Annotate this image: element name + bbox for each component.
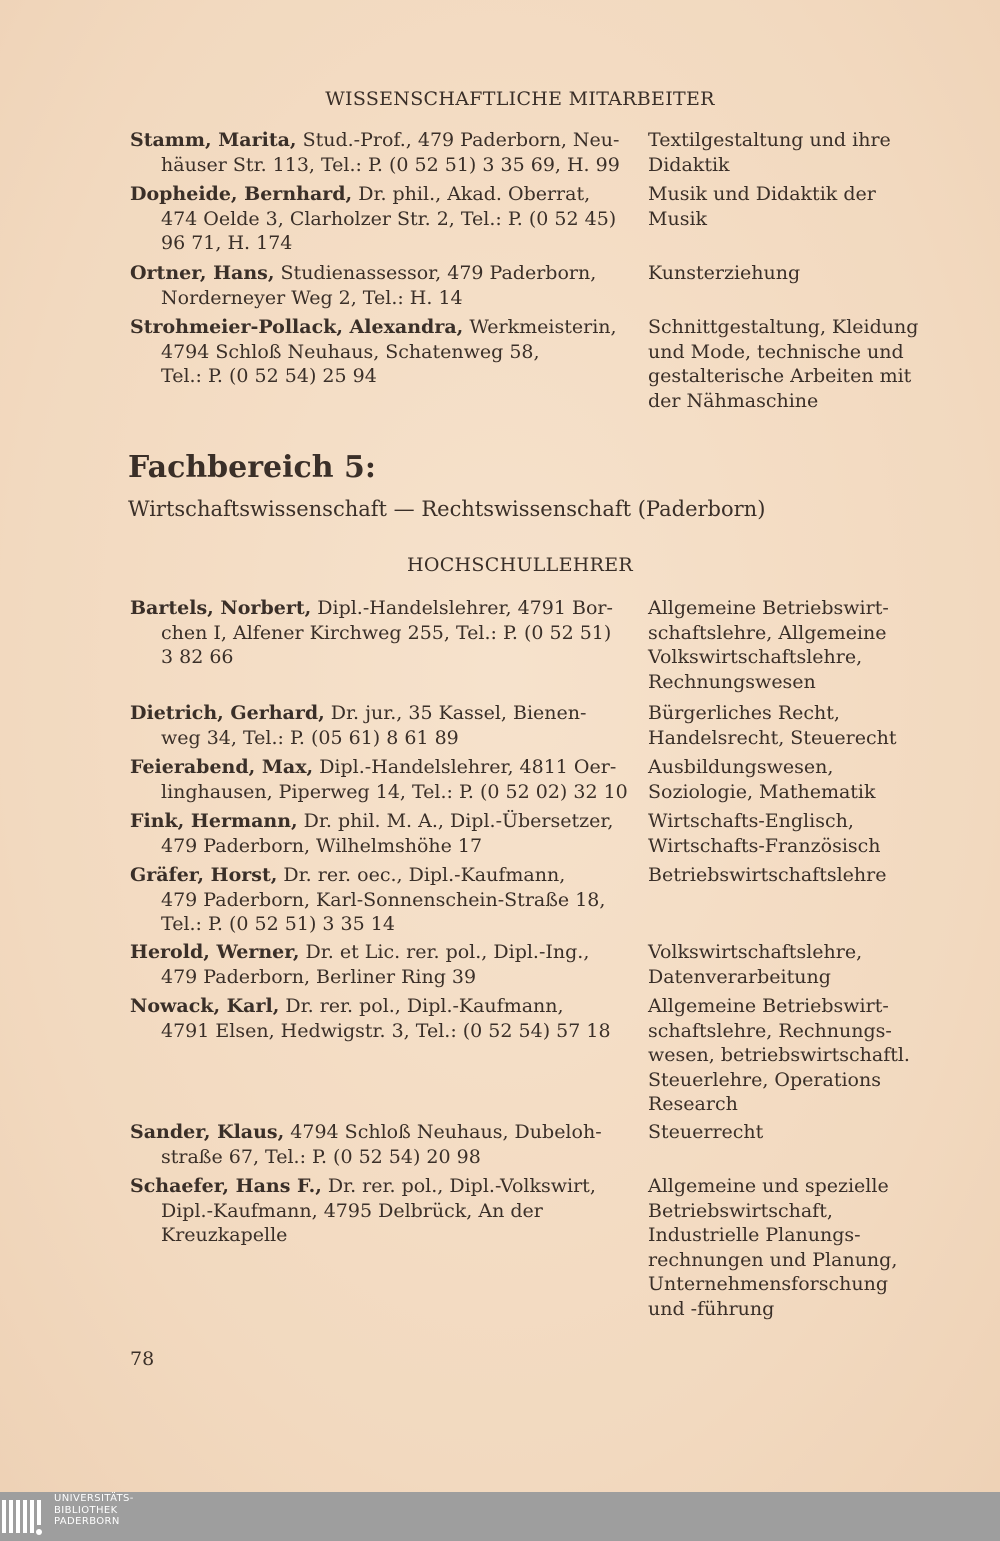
faculty-details: Dr. rer. oec., Dipl.-Kaufmann, bbox=[277, 864, 566, 886]
faculty-subject-line: Wirtschafts-Englisch, bbox=[648, 810, 854, 832]
faculty-details: Kreuzkapelle bbox=[161, 1224, 288, 1246]
faculty-subject bbox=[648, 596, 988, 694]
faculty-subject bbox=[648, 940, 988, 989]
faculty-subject-line: wesen, betriebswirtschaftl. bbox=[648, 1044, 910, 1066]
faculty-subject-line: schaftslehre, Allgemeine bbox=[648, 621, 887, 644]
faculty-subject bbox=[648, 809, 988, 858]
staff-subject-line: Musik und Didaktik der bbox=[648, 183, 876, 205]
logo-line-1: UNIVERSITÄTS- bbox=[54, 1493, 134, 1504]
faculty-entry-line bbox=[130, 621, 620, 646]
faculty-details: linghausen, Piperweg 14, Tel.: P. (0 52 02) 32 10 bbox=[161, 780, 628, 803]
faculty-details: 4791 Elsen, Hedwigstr. 3, Tel.: (0 52 54) 57 18 bbox=[161, 1019, 611, 1042]
staff-subject bbox=[648, 182, 988, 231]
faculty-entry-line bbox=[130, 780, 628, 805]
staff-entry bbox=[130, 315, 620, 389]
faculty-entry-line bbox=[130, 1223, 620, 1248]
faculty-name: Sander, Klaus, bbox=[130, 1121, 285, 1143]
staff-name: Strohmeier-Pollack, Alexandra, bbox=[130, 316, 464, 338]
faculty-subject bbox=[648, 1120, 988, 1145]
staff-details: 96 71, H. 174 bbox=[161, 232, 293, 254]
staff-entry-line bbox=[130, 340, 620, 365]
faculty-subject-line: und -führung bbox=[648, 1297, 775, 1320]
staff-entry-line bbox=[130, 153, 620, 178]
faculty-name: Fink, Hermann, bbox=[130, 810, 298, 832]
faculty-entry-line bbox=[130, 912, 620, 937]
faculty-entry-line bbox=[130, 1199, 620, 1224]
staff-subject-line: und Mode, technische und bbox=[648, 340, 904, 363]
faculty-entry-line bbox=[130, 596, 620, 621]
faculty-details: 479 Paderborn, Berliner Ring 39 bbox=[161, 965, 477, 988]
logo-line-3: PADERBORN bbox=[54, 1516, 120, 1527]
faculty-subject-line: Soziologie, Mathematik bbox=[648, 780, 876, 803]
faculty-subject-line: Allgemeine Betriebswirt- bbox=[648, 597, 889, 619]
faculty-details: 3 82 66 bbox=[161, 646, 234, 668]
faculty-subject bbox=[648, 701, 988, 750]
staff-details: Studienassessor, 479 Paderborn, bbox=[274, 262, 597, 284]
faculty-subject-line: Handelsrecht, Steuerecht bbox=[648, 726, 897, 749]
faculty-entry bbox=[130, 701, 620, 750]
faculty-subject-line: Bürgerliches Recht, bbox=[648, 702, 840, 724]
faculty-entry-line bbox=[130, 834, 620, 859]
faculty-subject-line: Steuerlehre, Operations bbox=[648, 1068, 881, 1091]
faculty-entry-line bbox=[130, 1145, 620, 1170]
faculty-name: Dietrich, Gerhard, bbox=[130, 702, 325, 724]
faculty-entry bbox=[130, 809, 620, 858]
staff-subject-line: Didaktik bbox=[648, 153, 730, 176]
staff-subject bbox=[648, 128, 988, 177]
fachbereich-title: Fachbereich 5: bbox=[128, 450, 376, 485]
faculty-details: Dr. rer. pol., Dipl.-Kaufmann, bbox=[279, 995, 564, 1017]
faculty-entry-line bbox=[130, 863, 620, 888]
staff-entry-line bbox=[130, 128, 620, 153]
staff-subject-line: Kunsterziehung bbox=[648, 262, 801, 284]
faculty-subject bbox=[648, 755, 988, 804]
faculty-details: Dr. rer. pol., Dipl.-Volkswirt, bbox=[321, 1175, 596, 1197]
faculty-subject-line: Allgemeine und spezielle bbox=[648, 1175, 889, 1197]
faculty-subject-line: rechnungen und Planung, bbox=[648, 1248, 898, 1271]
staff-details: Tel.: P. (0 52 54) 25 94 bbox=[161, 365, 377, 387]
staff-details: 474 Oelde 3, Clarholzer Str. 2, Tel.: P. (0 52 45) bbox=[161, 207, 617, 230]
faculty-entry bbox=[130, 863, 620, 937]
faculty-entry bbox=[130, 994, 620, 1043]
faculty-details: Dipl.-Handelslehrer, 4811 Oer- bbox=[313, 756, 617, 778]
staff-details: 4794 Schloß Neuhaus, Schatenweg 58, bbox=[161, 340, 540, 363]
faculty-subject bbox=[648, 994, 988, 1117]
faculty-details: Tel.: P. (0 52 51) 3 35 14 bbox=[161, 913, 395, 935]
faculty-name: Gräfer, Horst, bbox=[130, 864, 278, 886]
logo-line-2: BIBLIOTHEK bbox=[54, 1504, 118, 1516]
faculty-details: 4794 Schloß Neuhaus, Dubeloh- bbox=[284, 1121, 602, 1143]
faculty-details: 479 Paderborn, Wilhelmshöhe 17 bbox=[161, 834, 483, 857]
fachbereich-subtitle: Wirtschaftswissenschaft — Rechtswissenschaft (Paderborn) bbox=[128, 497, 766, 521]
staff-entry-line bbox=[130, 315, 620, 340]
faculty-entry-line bbox=[130, 755, 620, 780]
staff-entry-line bbox=[130, 207, 620, 232]
staff-entry bbox=[130, 261, 620, 310]
staff-details: Norderneyer Weg 2, Tel.: H. 14 bbox=[161, 286, 463, 309]
staff-entry bbox=[130, 182, 620, 256]
faculty-details: chen I, Alfener Kirchweg 255, Tel.: P. (0 52 51) bbox=[161, 621, 612, 644]
library-logo-icon bbox=[0, 1492, 50, 1541]
staff-entry-line bbox=[130, 261, 620, 286]
faculty-subject bbox=[648, 863, 988, 888]
faculty-subject-line: Research bbox=[648, 1093, 738, 1115]
staff-subject-line: Textilgestaltung und ihre bbox=[648, 129, 891, 151]
faculty-entry-line bbox=[130, 1174, 620, 1199]
faculty-subject bbox=[648, 1174, 988, 1321]
staff-name: Dopheide, Bernhard, bbox=[130, 183, 353, 205]
faculty-section-heading: HOCHSCHULLEHRER bbox=[406, 554, 634, 576]
staff-details: Dr. phil., Akad. Oberrat, bbox=[352, 183, 591, 205]
library-footer-bar bbox=[0, 1492, 1000, 1541]
staff-name: Ortner, Hans, bbox=[130, 262, 275, 284]
faculty-name: Nowack, Karl, bbox=[130, 995, 280, 1017]
staff-entry-line bbox=[130, 231, 620, 256]
staff-subject bbox=[648, 315, 988, 413]
staff-details: häuser Str. 113, Tel.: P. (0 52 51) 3 35 69, H. 99 bbox=[161, 153, 620, 176]
faculty-entry-line bbox=[130, 888, 620, 913]
staff-entry-line bbox=[130, 364, 620, 389]
staff-details: Werkmeisterin, bbox=[463, 316, 617, 338]
faculty-entry-line bbox=[130, 701, 620, 726]
faculty-subject-line: schaftslehre, Rechnungs- bbox=[648, 1019, 892, 1042]
library-logo-text bbox=[54, 1492, 134, 1528]
faculty-name: Feierabend, Max, bbox=[130, 756, 314, 778]
staff-section-heading: WISSENSCHAFTLICHE MITARBEITER bbox=[325, 88, 715, 110]
faculty-details: weg 34, Tel.: P. (05 61) 8 61 89 bbox=[161, 726, 459, 749]
faculty-entry bbox=[130, 1174, 620, 1248]
faculty-entry-line bbox=[130, 1019, 620, 1044]
faculty-entry-line bbox=[130, 645, 620, 670]
faculty-subject-line: Industrielle Planungs- bbox=[648, 1224, 861, 1246]
faculty-subject-line: Datenverarbeitung bbox=[648, 965, 831, 988]
faculty-subject-line: Betriebswirtschaft, bbox=[648, 1199, 833, 1222]
staff-name: Stamm, Marita, bbox=[130, 129, 297, 151]
faculty-subject-line: Rechnungswesen bbox=[648, 670, 816, 693]
staff-subject-line: gestalterische Arbeiten mit bbox=[648, 365, 912, 387]
staff-subject-line: der Nähmaschine bbox=[648, 389, 819, 412]
faculty-subject-line: Volkswirtschaftslehre, bbox=[648, 646, 863, 668]
staff-subject-line: Schnittgestaltung, Kleidung bbox=[648, 316, 919, 338]
faculty-name: Herold, Werner, bbox=[130, 941, 300, 963]
staff-entry-line bbox=[130, 286, 620, 311]
faculty-entry bbox=[130, 755, 628, 804]
faculty-name: Bartels, Norbert, bbox=[130, 597, 312, 619]
faculty-entry-line bbox=[130, 940, 620, 965]
faculty-details: Dr. et Lic. rer. pol., Dipl.-Ing., bbox=[299, 941, 590, 963]
faculty-name: Schaefer, Hans F., bbox=[130, 1175, 322, 1197]
faculty-entry-line bbox=[130, 965, 620, 990]
faculty-subject-line: Unternehmensforschung bbox=[648, 1273, 888, 1295]
staff-details: Stud.-Prof., 479 Paderborn, Neu- bbox=[296, 129, 620, 151]
faculty-entry bbox=[130, 596, 620, 670]
staff-subject bbox=[648, 261, 988, 286]
faculty-subject-line: Steuerrecht bbox=[648, 1121, 764, 1143]
faculty-details: Dr. jur., 35 Kassel, Bienen- bbox=[324, 702, 587, 724]
staff-entry bbox=[130, 128, 620, 177]
faculty-entry-line bbox=[130, 809, 620, 834]
staff-subject-line: Musik bbox=[648, 207, 708, 230]
faculty-subject-line: Volkswirtschaftslehre, bbox=[648, 941, 863, 963]
faculty-entry-line bbox=[130, 726, 620, 751]
staff-entry-line bbox=[130, 182, 620, 207]
faculty-entry-line bbox=[130, 994, 620, 1019]
faculty-subject-line: Allgemeine Betriebswirt- bbox=[648, 995, 889, 1017]
faculty-subject-line: Ausbildungswesen, bbox=[648, 756, 834, 778]
page-number: 78 bbox=[130, 1348, 155, 1370]
faculty-subject-line: Wirtschafts-Französisch bbox=[648, 834, 881, 857]
faculty-entry-line bbox=[130, 1120, 620, 1145]
faculty-details: 479 Paderborn, Karl-Sonnenschein-Straße 18, bbox=[161, 888, 606, 911]
faculty-entry bbox=[130, 1120, 620, 1169]
faculty-details: Dipl.-Kaufmann, 4795 Delbrück, An der bbox=[161, 1199, 543, 1222]
faculty-entry bbox=[130, 940, 620, 989]
faculty-subject-line: Betriebswirtschaftslehre bbox=[648, 864, 887, 886]
faculty-details: Dipl.-Handelslehrer, 4791 Bor- bbox=[311, 597, 613, 619]
faculty-details: Dr. phil. M. A., Dipl.-Übersetzer, bbox=[297, 810, 614, 832]
faculty-details: straße 67, Tel.: P. (0 52 54) 20 98 bbox=[161, 1145, 481, 1168]
